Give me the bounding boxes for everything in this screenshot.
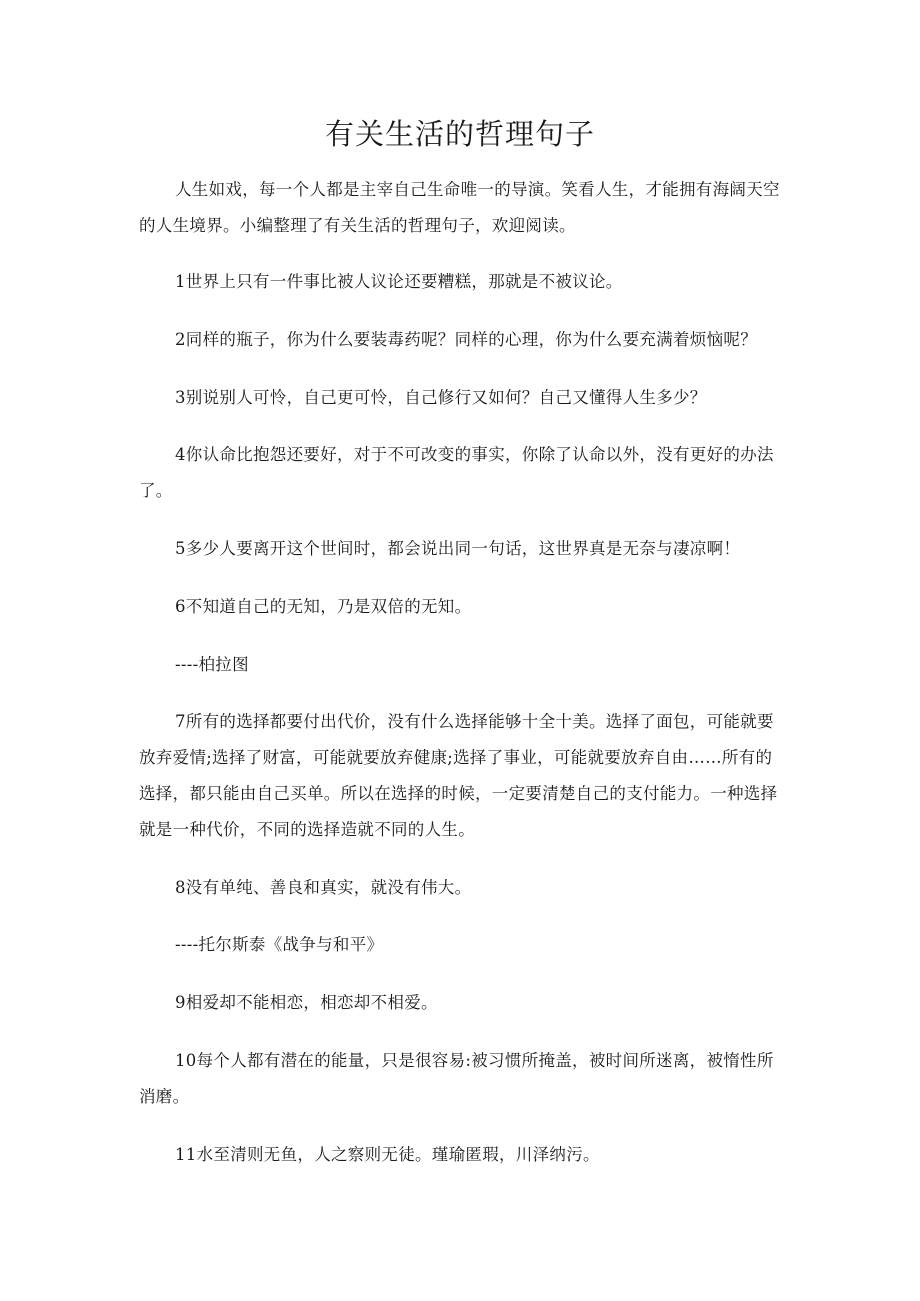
quote-2: 2同样的瓶子，你为什么要装毒药呢？同样的心理，你为什么要充满着烦恼呢？ xyxy=(175,330,757,349)
quote-8-attribution: ----托尔斯泰《战争与和平》 xyxy=(175,935,384,954)
quote-6: 6不知道自己的无知，乃是双倍的无知。 xyxy=(175,597,472,616)
intro-paragraph: 人生如戏，每一个人都是主宰自己生命唯一的导演。笑看人生，才能拥有海阔天空的人生境界。小编整理了有关生活的哲理句子，欢迎阅读。 xyxy=(139,180,780,235)
document-title: 有关生活的哲理句子 xyxy=(324,117,595,151)
quote-4: 4你认命比抱怨还要好，对于不可改变的事实，你除了认命以外，没有更好的办法了。 xyxy=(139,445,774,500)
quote-10: 10每个人都有潜在的能量，只是很容易:被习惯所掩盖，被时间所迷离，被惰性所消磨。 xyxy=(139,1051,774,1106)
quote-8: 8没有单纯、善良和真实，就没有伟大。 xyxy=(175,878,472,897)
quote-5: 5多少人要离开这个世间时，都会说出同一句话，这世界真是无奈与凄凉啊！ xyxy=(175,539,741,558)
quote-3: 3别说别人可怜，自己更可怜，自己修行又如何？自己又懂得人生多少？ xyxy=(175,388,707,407)
quote-1: 1世界上只有一件事比被人议论还要糟糕，那就是不被议论。 xyxy=(175,272,623,291)
quote-6-attribution: ----柏拉图 xyxy=(175,655,249,674)
quote-7: 7所有的选择都要付出代价，没有什么选择能够十全十美。选择了面包，可能就要放弃爱情;选择了财富，可能就要放弃健康;选择了事业，可能就要放弃自由……所有的选择，都只能由自己买单。所以在选择的时候，一定要清楚自己的支付能力。一种选择就是一种代价，不同的选择造就不同的人生。 xyxy=(139,712,778,839)
quote-11: 11水至清则无鱼，人之察则无徒。瑾瑜匿瑕，川泽纳污。 xyxy=(175,1145,600,1164)
quote-9: 9相爱却不能相恋，相恋却不相爱。 xyxy=(175,993,438,1012)
